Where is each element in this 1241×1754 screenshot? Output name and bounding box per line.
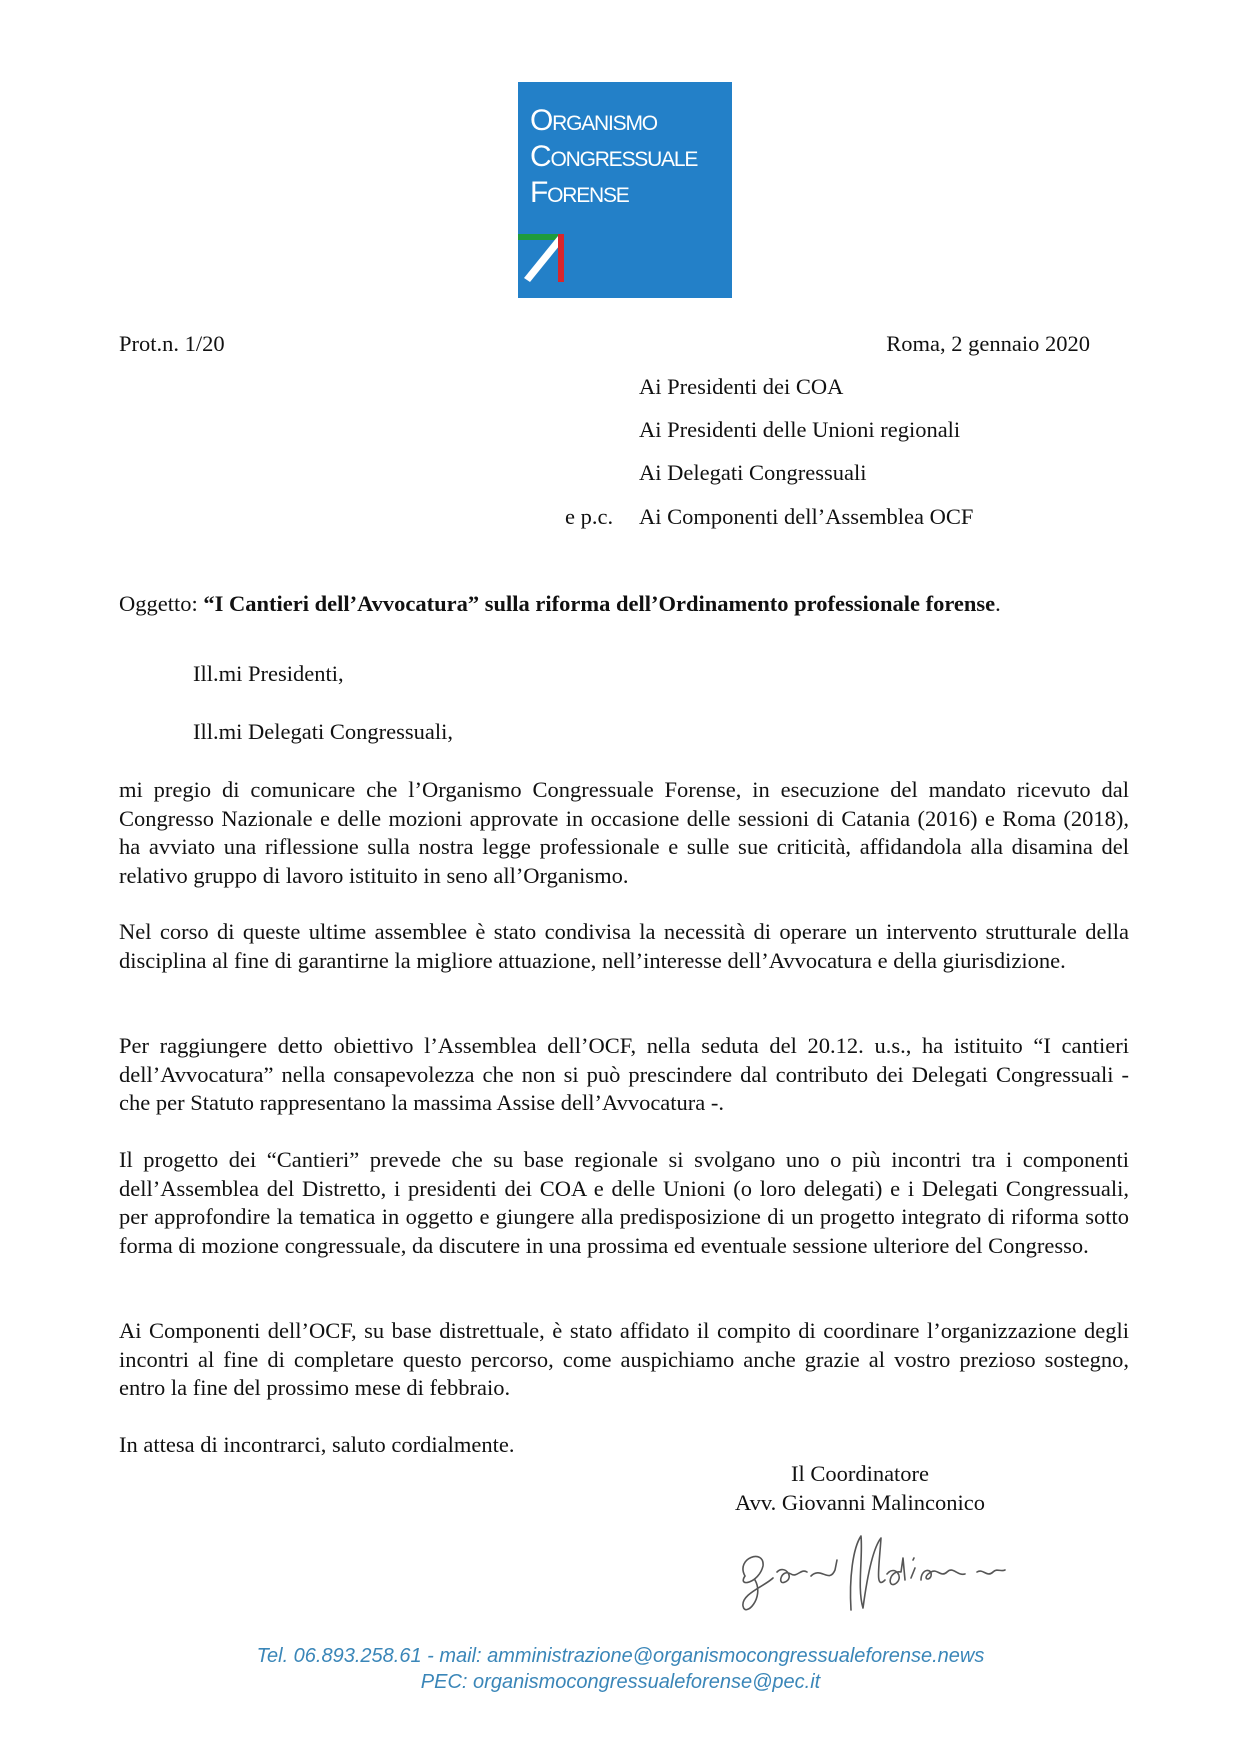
ocf-logo [518, 82, 732, 298]
logo-text-line-1: Organismo [530, 104, 657, 137]
logo-text-line-2: Congressuale [530, 140, 698, 173]
recipient-line: Ai Delegati Congressuali [639, 460, 867, 485]
body-paragraph: Per raggiungere detto obiettivo l’Assemblea dell’OCF, nella seduta del 20.12. u.s., ha istituito “I cantieri dell’Avvocatura” nella consapevolezza che non si può prescindere dal contributo dei Delegati Congressuali - che per Statuto rappresentano la massima Assise dell’Avvocatura -. [119, 1033, 1129, 1115]
protocol-number: Prot.n. 1/20 [119, 331, 225, 356]
salutation-presidents: Ill.mi Presidenti, [193, 661, 344, 686]
signature-role: Il Coordinatore [790, 1461, 930, 1486]
signature-name: Avv. Giovanni Malinconico [735, 1490, 985, 1515]
closing-line: In attesa di incontrarci, saluto cordialmente. [119, 1432, 515, 1457]
recipient-line: Ai Presidenti delle Unioni regionali [639, 417, 961, 442]
place-date: Roma, 2 gennaio 2020 [886, 331, 1090, 356]
tricolor-arrow-icon [518, 82, 732, 298]
body-paragraph: Il progetto dei “Cantieri” prevede che su base regionale si svolgano uno o più incontri tra i componenti dell’Assemblea del Distretto, i presidenti dei COA e delle Unioni (o loro delegati) e i Delegati Congressuali, per approfondire la tematica in oggetto e giungere alla predisposizione di un progetto integrato di riforma sotto forma di mozione congressuale, da discutere in una prossima ed eventuale sessione ulteriore del Congresso. [119, 1147, 1129, 1258]
salutation-delegates: Ill.mi Delegati Congressuali, [193, 719, 453, 744]
cc-prefix: e p.c. [565, 504, 614, 529]
body-paragraph: mi pregio di comunicare che l’Organismo Congressuale Forense, in esecuzione del mandato ricevuto dal Congresso Nazionale e delle mozioni approvate in occasione delle sessioni di Catania (2016) e Roma (2018), ha avviato una riflessione sulla nostra legge professionale e sulle sue criticità, affidandola alla disamina del relativo gruppo di lavoro istituito in seno all’Organismo. [119, 777, 1129, 888]
footer-contact: Tel. 06.893.258.61 - mail: amministrazione@organismocongressualeforense.news [256, 1645, 985, 1667]
cc-recipient-line: Ai Componenti dell’Assemblea OCF [639, 504, 974, 529]
subject-line [119, 590, 1001, 618]
logo-text-line-3: Forense [530, 176, 629, 209]
body-paragraph: Nel corso di queste ultime assemblee è stato condivisa la necessità di operare un intervento strutturale della disciplina al fine di garantirne la migliore attuazione, nell’interesse dell’Avvocatura e della giurisdizione. [119, 919, 1129, 973]
body-paragraph: Ai Componenti dell’OCF, su base distrettuale, è stato affidato il compito di coordinare l’organizzazione degli incontri al fine di completare questo percorso, come auspichiamo anche grazie al vostro prezioso sostegno, entro la fine del prossimo mese di febbraio. [119, 1318, 1129, 1400]
subject-label: Oggetto: [119, 591, 204, 616]
subject-text: “I Cantieri dell’Avvocatura” sulla riforma dell’Ordinamento professionale forense [203, 591, 996, 616]
footer-pec: PEC: organismocongressualeforense@pec.it [420, 1671, 821, 1693]
recipient-line: Ai Presidenti dei COA [639, 374, 844, 399]
handwritten-signature [725, 1528, 1015, 1623]
subject-end: . [995, 591, 1001, 616]
